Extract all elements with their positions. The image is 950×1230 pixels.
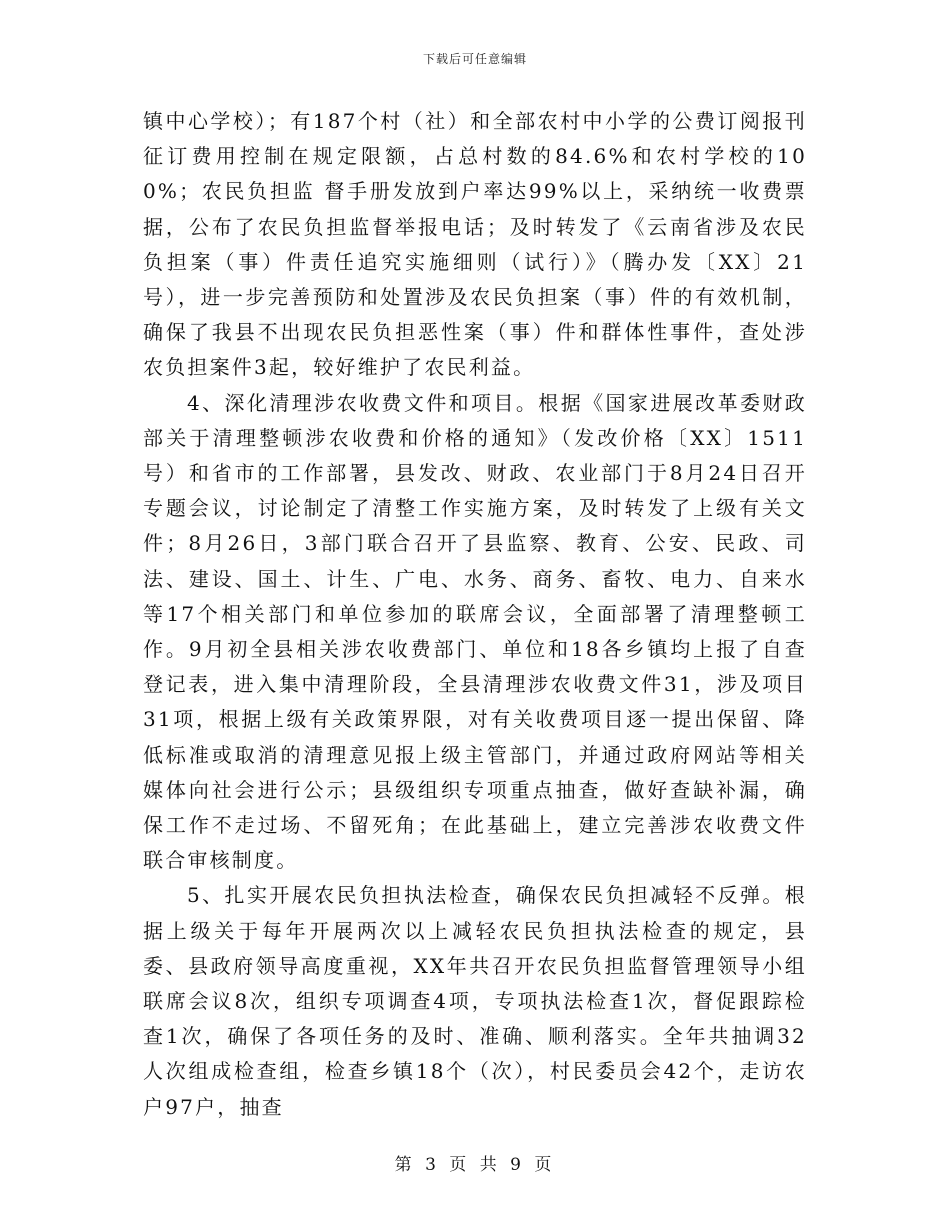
paragraph-item-5: 5、扎实开展农民负担执法检查，确保农民负担减轻不反弹。根据上级关于每年开展两次以上减轻农民负担执法检查的规定，县委、县政府领导高度重视，XX年共召开农民负担监督管理领导小组联席会议8次，组织专项调查4项，专项执法检查1次，督促跟踪检查1次，确保了各项任务的及时、准确、顺利落实。全年共抽调32人次组成检查组，检查乡镇18个（次），村民委员会42个，走访农户97户，抽查	[143, 883, 807, 1119]
document-body	[143, 104, 807, 1125]
paragraph-item-4: 4、深化清理涉农收费文件和项目。根据《国家进展改革委财政部关于清理整顿涉农收费和价格的通知》（发改价格〔XX〕1511号）和省市的工作部署，县发改、财政、农业部门于8月24日召开专题会议，讨论制定了清整工作实施方案，及时转发了上级有关文件；8月26日，3部门联合召开了县监察、教育、公安、民政、司法、建设、国土、计生、广电、水务、商务、畜牧、电力、自来水等17个相关部门和单位参加的联席会议，全面部署了清理整顿工作。9月初全县相关涉农收费部门、单位和18各乡镇均上报了自查登记表，进入集中清理阶段，全县清理涉农收费文件31，涉及项目31项，根据上级有关政策界限，对有关收费项目逐一提出保留、降低标准或取消的清理意见报上级主管部门，并通过政府网站等相关媒体向社会进行公示；县级组织专项重点抽查，做好查缺补漏，确保工作不走过场、不留死角；在此基础上，建立完善涉农收费文件联合审核制度。	[143, 390, 807, 873]
page-number-footer: 第 3 页 共 9 页	[394, 1155, 556, 1175]
page-header: 下载后可任意编辑	[422, 52, 527, 66]
paragraph-continuation: 镇中心学校）；有187个村（社）和全部农村中小学的公费订阅报刊征订费用控制在规定限额，占总村数的84.6%和农村学校的100%；农民负担监 督手册发放到户率达99%以上，采纳统一收费票据，公布了农民负担监督举报电话；及时转发了《云南省涉及农民负担案（事）件责任追究实施细则（试行）》（腾办发〔XX〕21号），进一步完善预防和处置涉及农民负担案（事）件的有效机制，确保了我县不出现农民负担恶性案（事）件和群体性事件，查处涉农负担案件3起，较好维护了农民利益。	[143, 109, 807, 380]
